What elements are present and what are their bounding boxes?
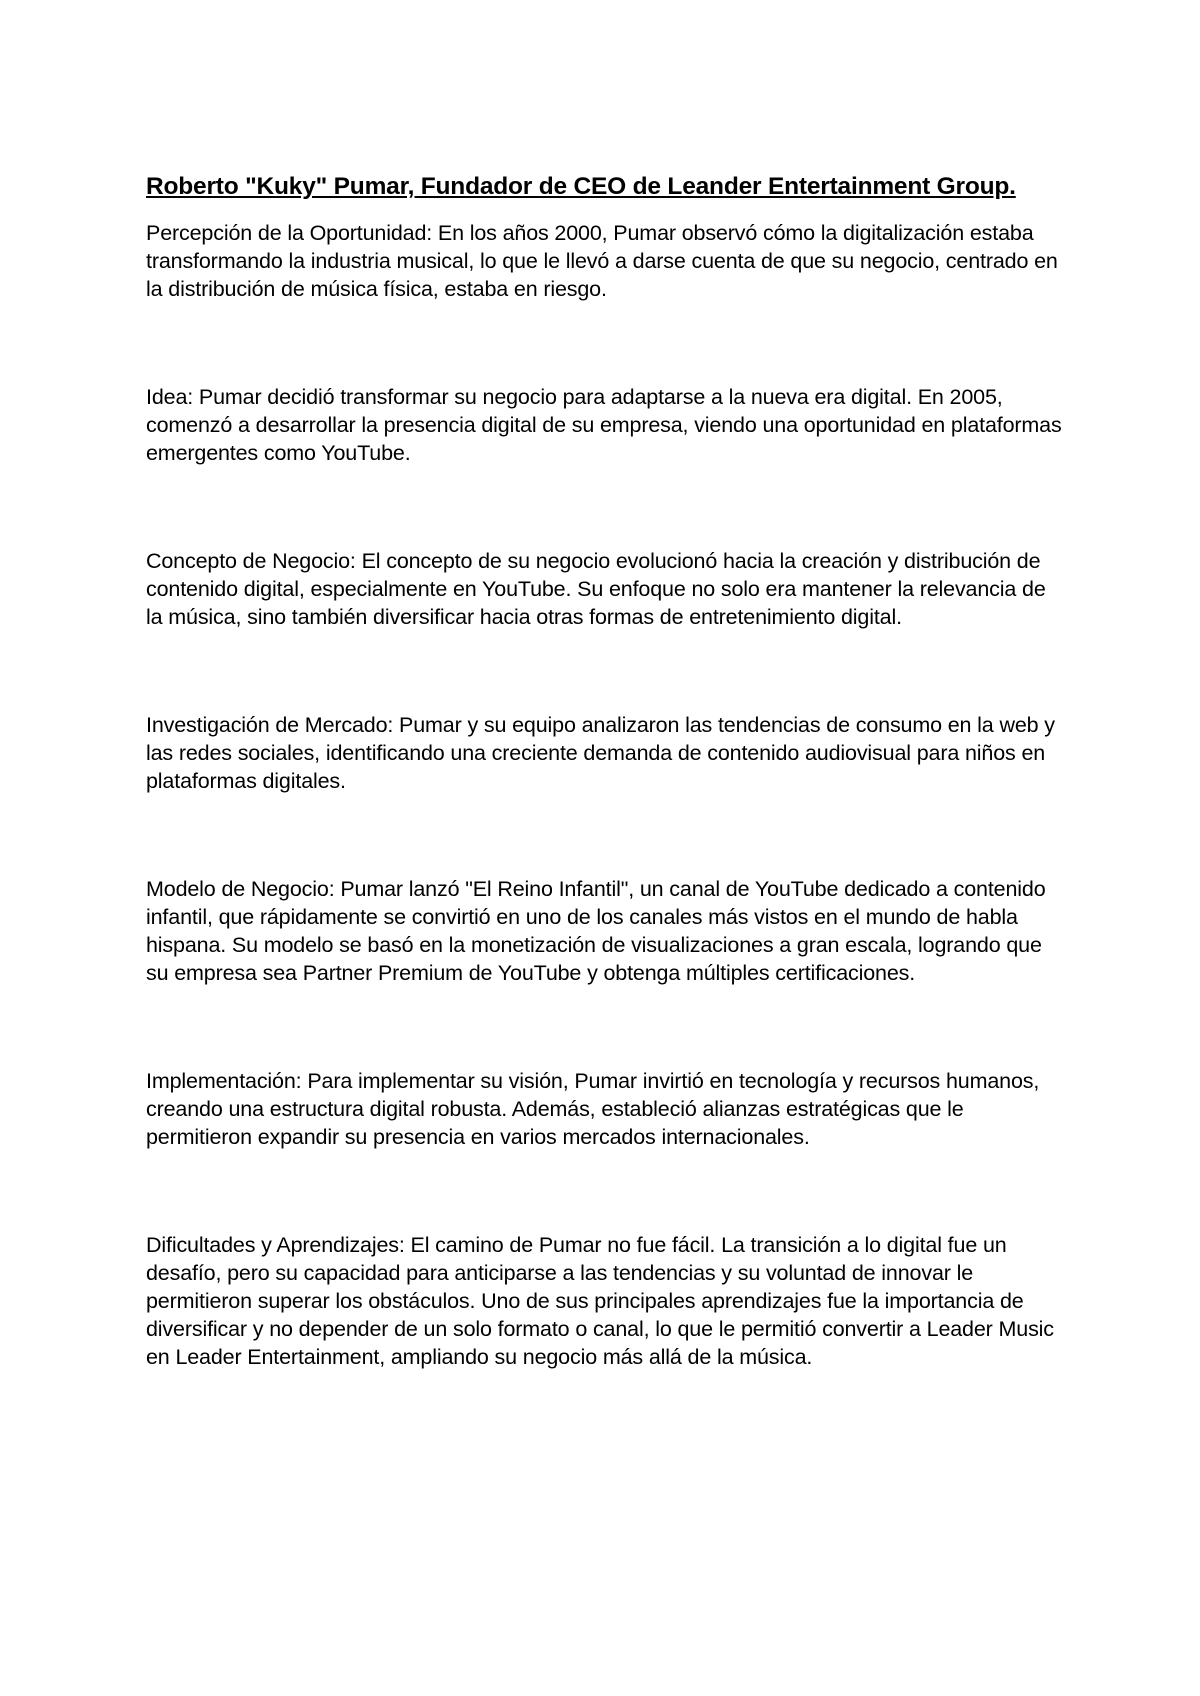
spacer xyxy=(146,631,1066,711)
paragraph-concepto: Concepto de Negocio: El concepto de su negocio evolucionó hacia la creación y distribución de contenido digital, especialmente en YouTube. Su enfoque no solo era mantener la relevancia de la música, sino también diversificar hacia otras formas de entretenimiento digital. xyxy=(146,549,1046,629)
document-page xyxy=(146,172,1066,1371)
paragraph-idea: Idea: Pumar decidió transformar su negocio para adaptarse a la nueva era digital. En 2005, comenzó a desarrollar la presencia digital de su empresa, viendo una oportunidad en plataformas emergentes como YouTube. xyxy=(146,385,1062,465)
spacer xyxy=(146,1151,1066,1231)
spacer xyxy=(146,987,1066,1067)
document-title: Roberto "Kuky" Pumar, Fundador de CEO de Leander Entertainment Group. xyxy=(146,173,1016,200)
paragraph-implementacion: Implementación: Para implementar su visión, Pumar invirtió en tecnología y recursos humanos, creando una estructura digital robusta. Además, estableció alianzas estratégicas que le permitieron expandir su presencia en varios mercados internacionales. xyxy=(146,1069,1040,1149)
spacer xyxy=(146,467,1066,547)
paragraph-modelo: Modelo de Negocio: Pumar lanzó "El Reino Infantil", un canal de YouTube dedicado a contenido infantil, que rápidamente se convirtió en uno de los canales más vistos en el mundo de habla hispana. Su modelo se basó en la monetización de visualizaciones a gran escala, logrando que su empresa sea Partner Premium de YouTube y obtenga múltiples certificaciones. xyxy=(146,877,1046,985)
paragraph-dificultades: Dificultades y Aprendizajes: El camino de Pumar no fue fácil. La transición a lo digital fue un desafío, pero su capacidad para anticiparse a las tendencias y su voluntad de innovar le permitieron superar los obstáculos. Uno de sus principales aprendizajes fue la importancia de diversificar y no depender de un solo formato o canal, lo que le permitió convertir a Leader Music en Leader Entertainment, ampliando su negocio más allá de la música. xyxy=(146,1233,1054,1369)
paragraph-investigacion: Investigación de Mercado: Pumar y su equipo analizaron las tendencias de consumo en la web y las redes sociales, identificando una creciente demanda de contenido audiovisual para niños en plataformas digitales. xyxy=(146,713,1055,793)
spacer xyxy=(146,795,1066,875)
paragraph-oportunidad: Percepción de la Oportunidad: En los años 2000, Pumar observó cómo la digitalización estaba transformando la industria musical, lo que le llevó a darse cuenta de que su negocio, centrado en la distribución de música física, estaba en riesgo. xyxy=(146,221,1058,301)
spacer xyxy=(146,303,1066,383)
